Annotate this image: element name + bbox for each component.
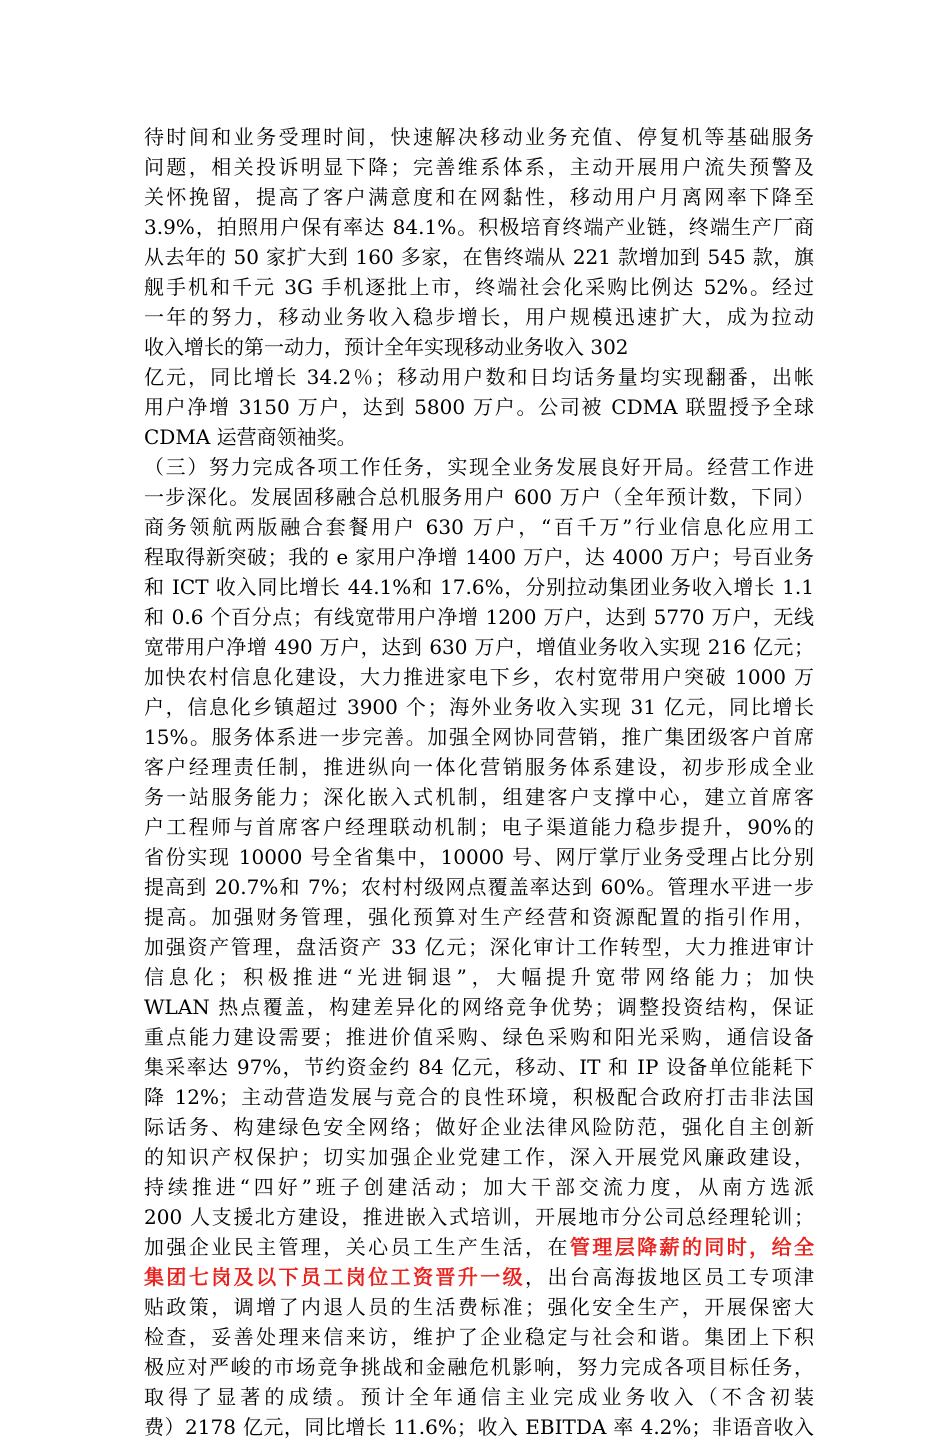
line-text: 集采率达 97%，节约资金约 84 亿元，移动、IT 和 IP 设备单位能耗下 (144, 1055, 814, 1079)
line-text: 宽带用户净增 490 万户，达到 630 万户，增值业务收入实现 216 亿元； (144, 635, 814, 659)
line-text: 省份实现 10000 号全省集中，10000 号、网厅掌厅业务受理占比分别 (144, 845, 814, 869)
line-text: 极应对严峻的市场竞争挑战和金融危机影响，努力完成各项目标任务， (144, 1355, 814, 1379)
text-line (144, 512, 814, 542)
text-line (144, 1142, 814, 1172)
line-text: 问题，相关投诉明显下降；完善维系体系，主动开展用户流失预警及 (144, 155, 814, 179)
line-text: 客户经理责任制，推进纵向一体化营销服务体系建设，初步形成全业 (144, 755, 814, 779)
text-line (144, 1382, 814, 1412)
line-text: 检查，妥善处理来信来访，维护了企业稳定与社会和谐。集团上下积 (144, 1325, 814, 1349)
text-line (144, 692, 814, 722)
line-text: 加强企业民主管理，关心员工生产生活，在 (144, 1235, 570, 1259)
line-text: WLAN 热点覆盖，构建差异化的网络竞争优势；调整投资结构，保证 (144, 995, 814, 1019)
line-text: 和 ICT 收入同比增长 44.1%和 17.6%，分别拉动集团业务收入增长 1.1 (144, 575, 814, 599)
line-text: 从去年的 50 家扩大到 160 多家，在售终端从 221 款增加到 545 款，旗 (144, 245, 814, 269)
text-line (144, 662, 814, 692)
text-line (144, 212, 814, 242)
line-text: 降 12%；主动营造发展与竞合的良性环境，积极配合政府打击非法国 (144, 1085, 814, 1109)
text-line (144, 542, 814, 572)
line-text: 关怀挽留，提高了客户满意度和在网黏性，移动用户月离网率下降至 (144, 185, 814, 209)
line-text: 加强资产管理，盘活资产 33 亿元；深化审计工作转型，大力推进审计 (144, 935, 814, 959)
line-text: 一年的努力，移动业务收入稳步增长，用户规模迅速扩大，成为拉动 (144, 305, 814, 329)
text-line (144, 1112, 814, 1142)
line-text: CDMA 运营商领袖奖。 (144, 425, 357, 449)
text-line (144, 1352, 814, 1382)
line-text: 15%。服务体系进一步完善。加强全网协同营销，推广集团级客户首席 (144, 725, 814, 749)
text-line (144, 242, 814, 272)
text-line (144, 1292, 814, 1322)
text-line (144, 1262, 814, 1292)
line-text: 一步深化。发展固移融合总机服务用户 600 万户（全年预计数，下同） (144, 485, 814, 509)
line-text: 程取得新突破；我的 e 家用户净增 1400 万户，达 4000 万户；号百业务 (144, 545, 814, 569)
line-text: 贴政策，调增了内退人员的生活费标准；强化安全生产，开展保密大 (144, 1295, 814, 1319)
line-text: 提高到 20.7%和 7%；农村村级网点覆盖率达到 60%。管理水平进一步 (144, 875, 814, 899)
line-text: 户工程师与首席客户经理联动机制；电子渠道能力稳步提升，90%的 (144, 815, 814, 839)
text-line (144, 482, 814, 512)
text-line (144, 1022, 814, 1052)
line-text: 的知识产权保护；切实加强企业党建工作，深入开展党风廉政建设， (144, 1145, 814, 1169)
line-text: 200 人支援北方建设，推进嵌入式培训，开展地市分公司总经理轮训； (144, 1205, 814, 1229)
text-line (144, 1202, 814, 1232)
text-line (144, 872, 814, 902)
text-line (144, 812, 814, 842)
text-line (144, 722, 814, 752)
text-line (144, 992, 814, 1022)
line-text: 务一站服务能力；深化嵌入式机制，组建客户支撑中心，建立首席客 (144, 785, 814, 809)
line-text: （三）努力完成各项工作任务，实现全业务发展良好开局。经营工作进 (144, 455, 814, 479)
line-text: 取得了显著的成绩。预计全年通信主业完成业务收入（不含初装 (144, 1385, 814, 1409)
line-text: 费）2178 亿元，同比增长 11.6%；收入 EBITDA 率 4.2%；非语音收入 (144, 1415, 814, 1439)
text-line (144, 1172, 814, 1202)
text-line (144, 632, 814, 662)
line-text: 亿元，同比增长 34.2％；移动用户数和日均话务量均实现翻番，出帐 (144, 365, 814, 389)
document-page (144, 122, 814, 1442)
text-line (144, 1412, 814, 1442)
text-line (144, 1052, 814, 1082)
text-line (144, 1322, 814, 1352)
text-line (144, 302, 814, 332)
line-text: 3.9%，拍照用户保有率达 84.1%。积极培育终端产业链，终端生产厂商 (144, 215, 814, 239)
text-line (144, 182, 814, 212)
line-text-after: ，出台高海拔地区员工专项津 (525, 1265, 815, 1289)
line-text: 加快农村信息化建设，大力推进家电下乡，农村宽带用户突破 1000 万 (144, 665, 814, 689)
text-line (144, 332, 814, 362)
line-text: 持续推进“四好”班子创建活动；加大干部交流力度，从南方选派 (144, 1175, 814, 1199)
text-line (144, 932, 814, 962)
text-line (144, 842, 814, 872)
text-line (144, 452, 814, 482)
text-line (144, 152, 814, 182)
text-line (144, 1232, 814, 1262)
text-line (144, 272, 814, 302)
text-line (144, 752, 814, 782)
text-line (144, 1082, 814, 1112)
highlighted-text: 管理层降薪的同时，给全 (569, 1235, 815, 1259)
line-text: 商务领航两版融合套餐用户 630 万户，“百千万”行业信息化应用工 (144, 515, 814, 539)
text-line (144, 962, 814, 992)
text-line (144, 572, 814, 602)
line-text: 用户净增 3150 万户，达到 5800 万户。公司被 CDMA 联盟授予全球 (144, 395, 814, 419)
line-text: 际话务、构建绿色安全网络；做好企业法律风险防范，强化自主创新 (144, 1115, 814, 1139)
text-line (144, 422, 814, 452)
line-text: 信息化；积极推进“光进铜退”，大幅提升宽带网络能力；加快 (144, 965, 814, 989)
line-text: 收入增长的第一动力，预计全年实现移动业务收入 302 (144, 335, 629, 359)
line-text: 户，信息化乡镇超过 3900 个；海外业务收入实现 31 亿元，同比增长 (144, 695, 814, 719)
text-line (144, 122, 814, 152)
highlighted-text: 集团七岗及以下员工岗位工资晋升一级 (144, 1265, 526, 1289)
line-text: 和 0.6 个百分点；有线宽带用户净增 1200 万户，达到 5770 万户，无线 (144, 605, 814, 629)
text-line (144, 902, 814, 932)
line-text: 待时间和业务受理时间，快速解决移动业务充值、停复机等基础服务 (144, 125, 814, 149)
text-line (144, 782, 814, 812)
text-line (144, 602, 814, 632)
text-line (144, 362, 814, 392)
line-text: 舰手机和千元 3G 手机逐批上市，终端社会化采购比例达 52%。经过 (144, 275, 814, 299)
text-line (144, 392, 814, 422)
line-text: 提高。加强财务管理，强化预算对生产经营和资源配置的指引作用， (144, 905, 814, 929)
line-text: 重点能力建设需要；推进价值采购、绿色采购和阳光采购，通信设备 (144, 1025, 814, 1049)
